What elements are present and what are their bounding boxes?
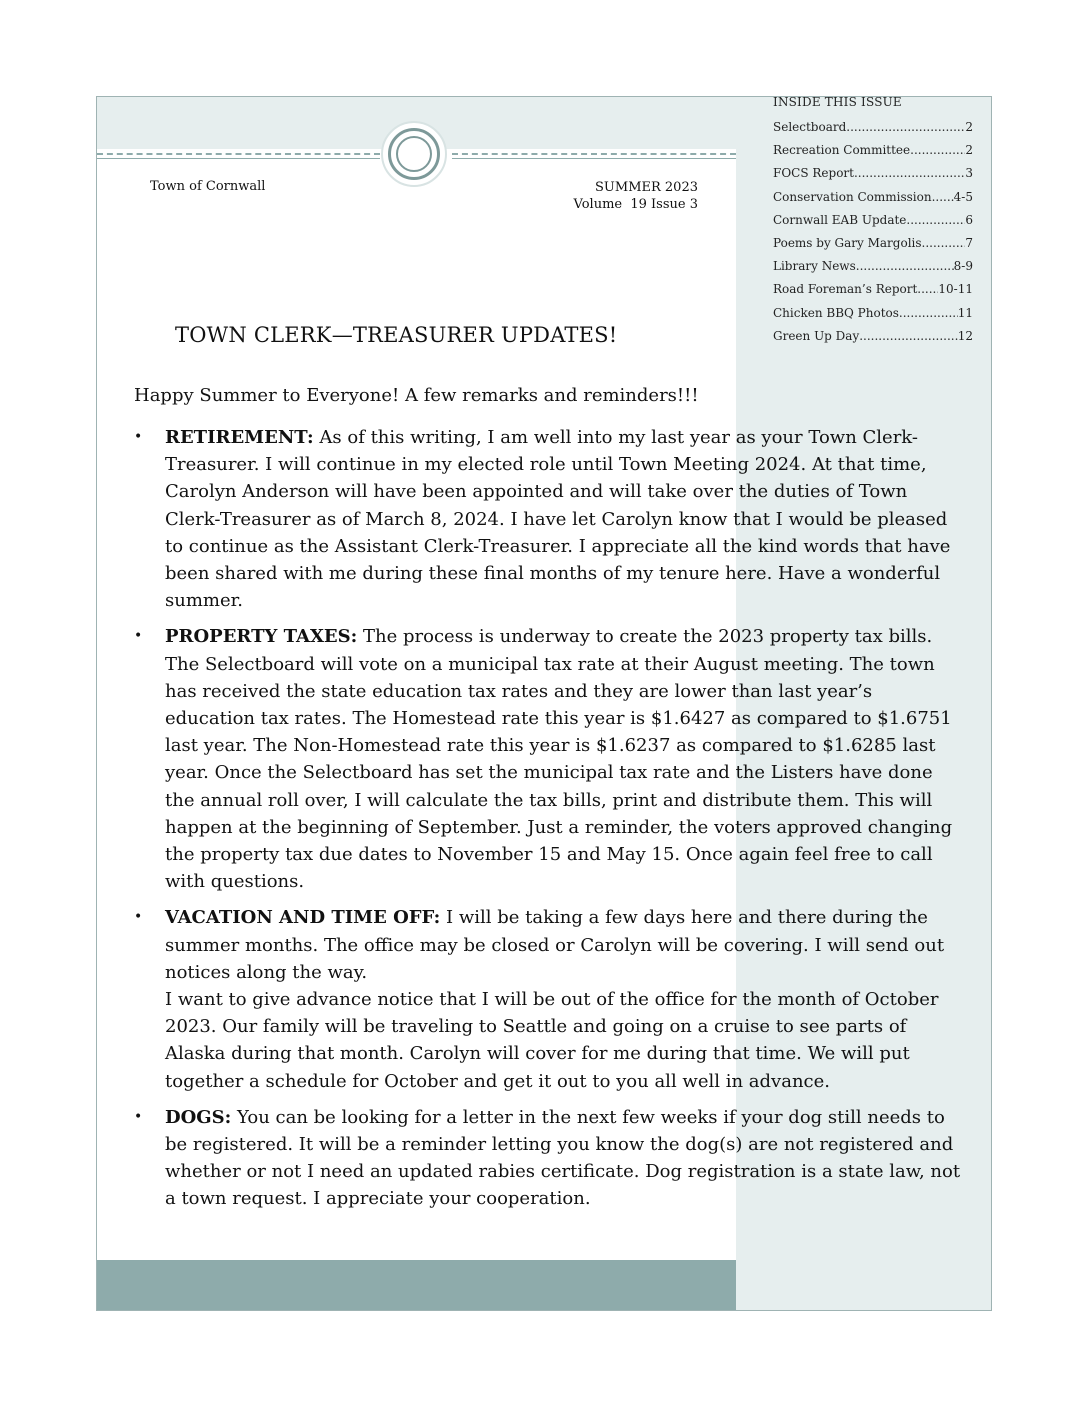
toc-item[interactable]: Green Up Day ..... 12 bbox=[773, 329, 973, 352]
toc-item[interactable]: Library News ..... 8-9 bbox=[773, 259, 973, 282]
issue-info bbox=[540, 179, 698, 213]
issue-season: SUMMER 2023 bbox=[595, 180, 698, 195]
toc-item[interactable]: Chicken BBQ Photos ..... 11 bbox=[773, 306, 973, 329]
article-intro: Happy Summer to Everyone! A few remarks and reminders!!! bbox=[134, 385, 699, 406]
item-label: DOGS: bbox=[165, 1106, 232, 1128]
toc-title: INSIDE THIS ISSUE bbox=[773, 95, 902, 109]
item-text: I will be taking a few days here and there during the summer months. The office may be closed or Carolyn will be covering. I will send out notices along the way. bbox=[165, 907, 945, 983]
toc-item[interactable]: Cornwall EAB Update ..... 6 bbox=[773, 213, 973, 236]
toc-item[interactable]: Recreation Committee ..... 2 bbox=[773, 143, 973, 166]
list-item bbox=[134, 424, 964, 614]
list-item bbox=[134, 1104, 964, 1213]
item-text: The process is underway to create the 2023 property tax bills. The Selectboard will vote on a municipal tax rate at their August meeting. The town has received the state education tax rates and they are lower than last year’s education tax rates. The Homestead rate this year is $1.6427 as compared to $1.6751 last year. The Non-Homestead rate this year is $1.6237 as compared to $1.6285 last year. Once the Selectboard has set the municipal tax rate and the Listers have done the annual roll over, I will calculate the tax bills, print and distribute them. This will happen at the beginning of September. Just a reminder, the voters approved changing the property tax due dates to November 15 and May 15. Once again feel free to call with questions. bbox=[165, 626, 953, 893]
article-headline: TOWN CLERK—TREASURER UPDATES! bbox=[175, 323, 618, 347]
toc-item[interactable]: Poems by Gary Margolis ..... 7 bbox=[773, 236, 973, 259]
table-of-contents bbox=[773, 95, 973, 352]
item-text-continued: I want to give advance notice that I will be out of the office for the month of October 2023. Our family will be traveling to Seattle and going on a cruise to see parts of Alaska during that month. Carolyn will cover for me during that time. We will put together a schedule for October and get it out to you all well in advance. bbox=[165, 989, 939, 1092]
article-list bbox=[134, 424, 964, 1222]
item-text: As of this writing, I am well into my last year as your Town Clerk-Treasurer. I will continue in my elected role until Town Meeting 2024. At that time, Carolyn Anderson will have been appointed and will take over the duties of Town Clerk-Treasurer as of March 8, 2024. I have let Carolyn know that I would be pleased to continue as the Assistant Clerk-Treasurer. I appreciate all the kind words that have been shared with me during these final months of my tenure here. Have a wonderful summer. bbox=[165, 427, 951, 612]
town-name: Town of Cornwall bbox=[150, 179, 266, 194]
toc-item[interactable]: Selectboard ..... 2 bbox=[773, 120, 973, 143]
item-label: RETIREMENT: bbox=[165, 427, 314, 448]
toc-item[interactable]: FOCS Report ..... 3 bbox=[773, 166, 973, 189]
toc-item[interactable]: Conservation Commission ..... 4-5 bbox=[773, 190, 973, 213]
item-label: VACATION AND TIME OFF: bbox=[165, 907, 441, 929]
toc-item[interactable]: Road Foreman’s Report ..... 10-11 bbox=[773, 282, 973, 305]
issue-volume: Volume 19 Issue 3 bbox=[573, 197, 698, 212]
list-item bbox=[134, 904, 964, 1094]
item-label: PROPERTY TAXES: bbox=[165, 626, 358, 648]
item-text: You can be looking for a letter in the next few weeks if your dog still needs to be registered. It will be a reminder letting you know the dog(s) are not registered and whether or not I need an updated rabies certificate. Dog registration is a state law, not a town request. I appreciate your cooperation. bbox=[165, 1106, 961, 1210]
list-item bbox=[134, 623, 964, 895]
